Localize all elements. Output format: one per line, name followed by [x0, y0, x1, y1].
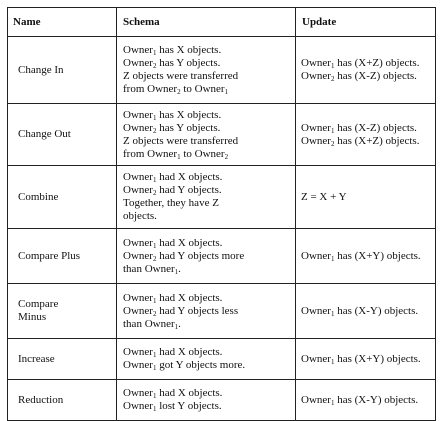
- text-segment: had Y objects more: [156, 249, 245, 262]
- name-line: Compare: [18, 298, 59, 310]
- schema-line: [123, 135, 290, 148]
- text-segment: Z = X + Y: [301, 190, 347, 203]
- subscript-index: 1: [152, 405, 157, 413]
- schema-cell: [117, 104, 296, 166]
- schema-line: [123, 387, 290, 400]
- schema-line: [123, 210, 290, 223]
- text-segment: Owner: [301, 121, 331, 134]
- update-cell: [296, 229, 436, 284]
- header-name: Name: [8, 8, 117, 37]
- subscript-index: 1: [330, 398, 335, 407]
- update-line: [301, 250, 430, 263]
- text-segment: has X objects.: [156, 44, 222, 56]
- text-segment: Owner: [301, 57, 331, 69]
- text-segment: had Y objects.: [156, 184, 222, 196]
- schema-line: [123, 292, 290, 305]
- text-segment: Owner: [123, 400, 153, 412]
- update-cell: [296, 37, 436, 104]
- text-segment: to Owner: [180, 83, 225, 95]
- name-line: Increase: [18, 352, 55, 365]
- text-segment: than Owner: [123, 262, 175, 275]
- text-segment: Z objects were transferred: [123, 134, 239, 147]
- schema-cell: [117, 229, 296, 284]
- schema-line: [123, 346, 290, 359]
- text-segment: Owner: [123, 249, 153, 262]
- text-segment: Owner: [123, 236, 153, 249]
- schema-cell: [117, 166, 296, 229]
- text-segment: Owner: [301, 352, 331, 365]
- text-segment: has (X+Y) objects.: [334, 249, 421, 262]
- schema-line: [123, 44, 290, 57]
- subscript-index: 1: [330, 254, 335, 263]
- text-segment: has (X+Z) objects.: [334, 134, 420, 147]
- table-row: [8, 229, 436, 284]
- name-line: Change In: [18, 63, 64, 76]
- schema-cell: [117, 380, 296, 421]
- schema-line: [123, 184, 290, 197]
- subscript-index: 2: [177, 88, 181, 96]
- name-cell: [8, 166, 117, 229]
- subscript-index: 1: [174, 322, 179, 331]
- text-segment: .: [178, 317, 181, 330]
- name-cell: [8, 284, 117, 339]
- update-cell: [296, 166, 436, 229]
- update-line: [301, 135, 430, 148]
- subscript-index: 1: [330, 126, 335, 135]
- text-segment: Owner: [123, 184, 153, 196]
- update-line: [301, 122, 430, 135]
- text-segment: Owner: [301, 304, 331, 317]
- name-cell: [8, 229, 117, 284]
- text-segment: had X objects.: [156, 291, 223, 304]
- text-segment: has (X-Z) objects.: [334, 121, 417, 134]
- update-line: [301, 353, 430, 366]
- table-row: [8, 166, 436, 229]
- subscript-index: 2: [152, 189, 157, 197]
- text-segment: Owner: [301, 70, 331, 82]
- schema-line: [123, 70, 290, 83]
- text-segment: had X objects.: [156, 346, 223, 358]
- table-row: [8, 104, 436, 166]
- schema-line: [123, 237, 290, 250]
- table-row: [8, 380, 436, 421]
- schema-line: [123, 263, 290, 276]
- text-segment: has (X+Z) objects.: [334, 57, 420, 69]
- table-body: [8, 37, 436, 421]
- subscript-index: 1: [224, 88, 229, 96]
- subscript-index: 1: [152, 351, 157, 359]
- text-segment: Owner: [123, 121, 153, 134]
- subscript-index: 2: [224, 152, 229, 161]
- name-line: Combine: [18, 190, 59, 203]
- text-segment: has Y objects.: [156, 57, 221, 69]
- schema-line: [123, 305, 290, 318]
- text-segment: to Owner: [180, 147, 225, 160]
- text-segment: Z objects were transferred: [123, 70, 239, 82]
- schema-cell: [117, 37, 296, 104]
- name-cell: [8, 104, 117, 166]
- text-segment: Owner: [123, 304, 153, 317]
- subscript-index: 1: [152, 296, 157, 305]
- text-segment: had X objects.: [156, 236, 223, 249]
- table-row: [8, 284, 436, 339]
- name-line: Minus: [18, 311, 47, 323]
- schema-cell: [117, 284, 296, 339]
- text-segment: has X objects.: [156, 108, 222, 121]
- text-segment: Owner: [123, 171, 153, 183]
- schema-line: [123, 318, 290, 331]
- text-segment: Owner: [301, 134, 331, 147]
- update-line: [301, 70, 430, 83]
- update-cell: [296, 104, 436, 166]
- table-row: [8, 37, 436, 104]
- schema-line: [123, 250, 290, 263]
- update-line: [301, 57, 430, 70]
- update-line: [301, 394, 430, 407]
- text-segment: Owner: [123, 108, 153, 121]
- name-line: Reduction: [18, 393, 64, 406]
- subscript-index: 1: [152, 176, 157, 184]
- name-cell: [8, 339, 117, 380]
- update-line: [301, 191, 430, 204]
- schema-line: [123, 197, 290, 210]
- subscript-index: 2: [152, 126, 157, 135]
- schema-cell: [117, 339, 296, 380]
- subscript-index: 1: [152, 49, 157, 57]
- text-segment: has (X+Y) objects.: [334, 352, 421, 365]
- schema-line: [123, 171, 290, 184]
- subscript-index: 1: [152, 364, 157, 372]
- text-segment: had Y objects less: [156, 304, 239, 317]
- name-cell: [8, 37, 117, 104]
- text-segment: Owner: [123, 387, 153, 399]
- subscript-index: 2: [330, 139, 335, 148]
- schema-line: [123, 122, 290, 135]
- text-segment: Together, they have Z: [123, 197, 219, 209]
- text-segment: Owner: [123, 291, 153, 304]
- text-segment: has Y objects.: [156, 121, 221, 134]
- subscript-index: 1: [177, 152, 181, 161]
- name-cell: [8, 380, 117, 421]
- text-segment: had X objects.: [156, 387, 223, 399]
- subscript-index: 2: [330, 75, 335, 83]
- text-segment: lost Y objects.: [156, 400, 222, 412]
- schema-table: [7, 7, 436, 421]
- header-update: Update: [296, 8, 436, 37]
- schema-line: [123, 83, 290, 96]
- schema-line: [123, 400, 290, 413]
- text-segment: objects.: [123, 210, 157, 222]
- subscript-index: 1: [152, 113, 157, 122]
- text-segment: had X objects.: [156, 171, 223, 183]
- text-segment: .: [178, 262, 181, 275]
- text-segment: Owner: [123, 359, 153, 371]
- update-cell: [296, 339, 436, 380]
- schema-line: [123, 57, 290, 70]
- subscript-index: 1: [174, 267, 179, 276]
- header-schema: Schema: [117, 8, 296, 37]
- schema-line: [123, 109, 290, 122]
- update-cell: [296, 284, 436, 339]
- subscript-index: 2: [152, 309, 157, 318]
- name-line: Change Out: [18, 128, 71, 140]
- update-line: [301, 305, 430, 318]
- subscript-index: 1: [330, 309, 335, 318]
- text-segment: got Y objects more.: [156, 359, 246, 371]
- text-segment: from Owner: [123, 83, 178, 95]
- header-row: [8, 8, 436, 37]
- text-segment: than Owner: [123, 317, 175, 330]
- subscript-index: 2: [152, 254, 157, 263]
- text-segment: Owner: [301, 393, 331, 406]
- subscript-index: 2: [152, 62, 157, 70]
- table-row: [8, 339, 436, 380]
- text-segment: has (X-Y) objects.: [334, 393, 419, 406]
- text-segment: from Owner: [123, 147, 178, 160]
- update-cell: [296, 380, 436, 421]
- text-segment: Owner: [123, 346, 153, 358]
- subscript-index: 1: [330, 357, 335, 366]
- text-segment: Owner: [123, 57, 153, 69]
- schema-line: [123, 148, 290, 161]
- subscript-index: 1: [330, 62, 335, 70]
- text-segment: Owner: [301, 249, 331, 262]
- text-segment: Owner: [123, 44, 153, 56]
- text-segment: has (X-Y) objects.: [334, 304, 419, 317]
- text-segment: has (X-Z) objects.: [334, 70, 417, 82]
- name-line: Compare Plus: [18, 249, 81, 262]
- schema-line: [123, 359, 290, 372]
- subscript-index: 1: [152, 241, 157, 250]
- subscript-index: 1: [152, 392, 157, 400]
